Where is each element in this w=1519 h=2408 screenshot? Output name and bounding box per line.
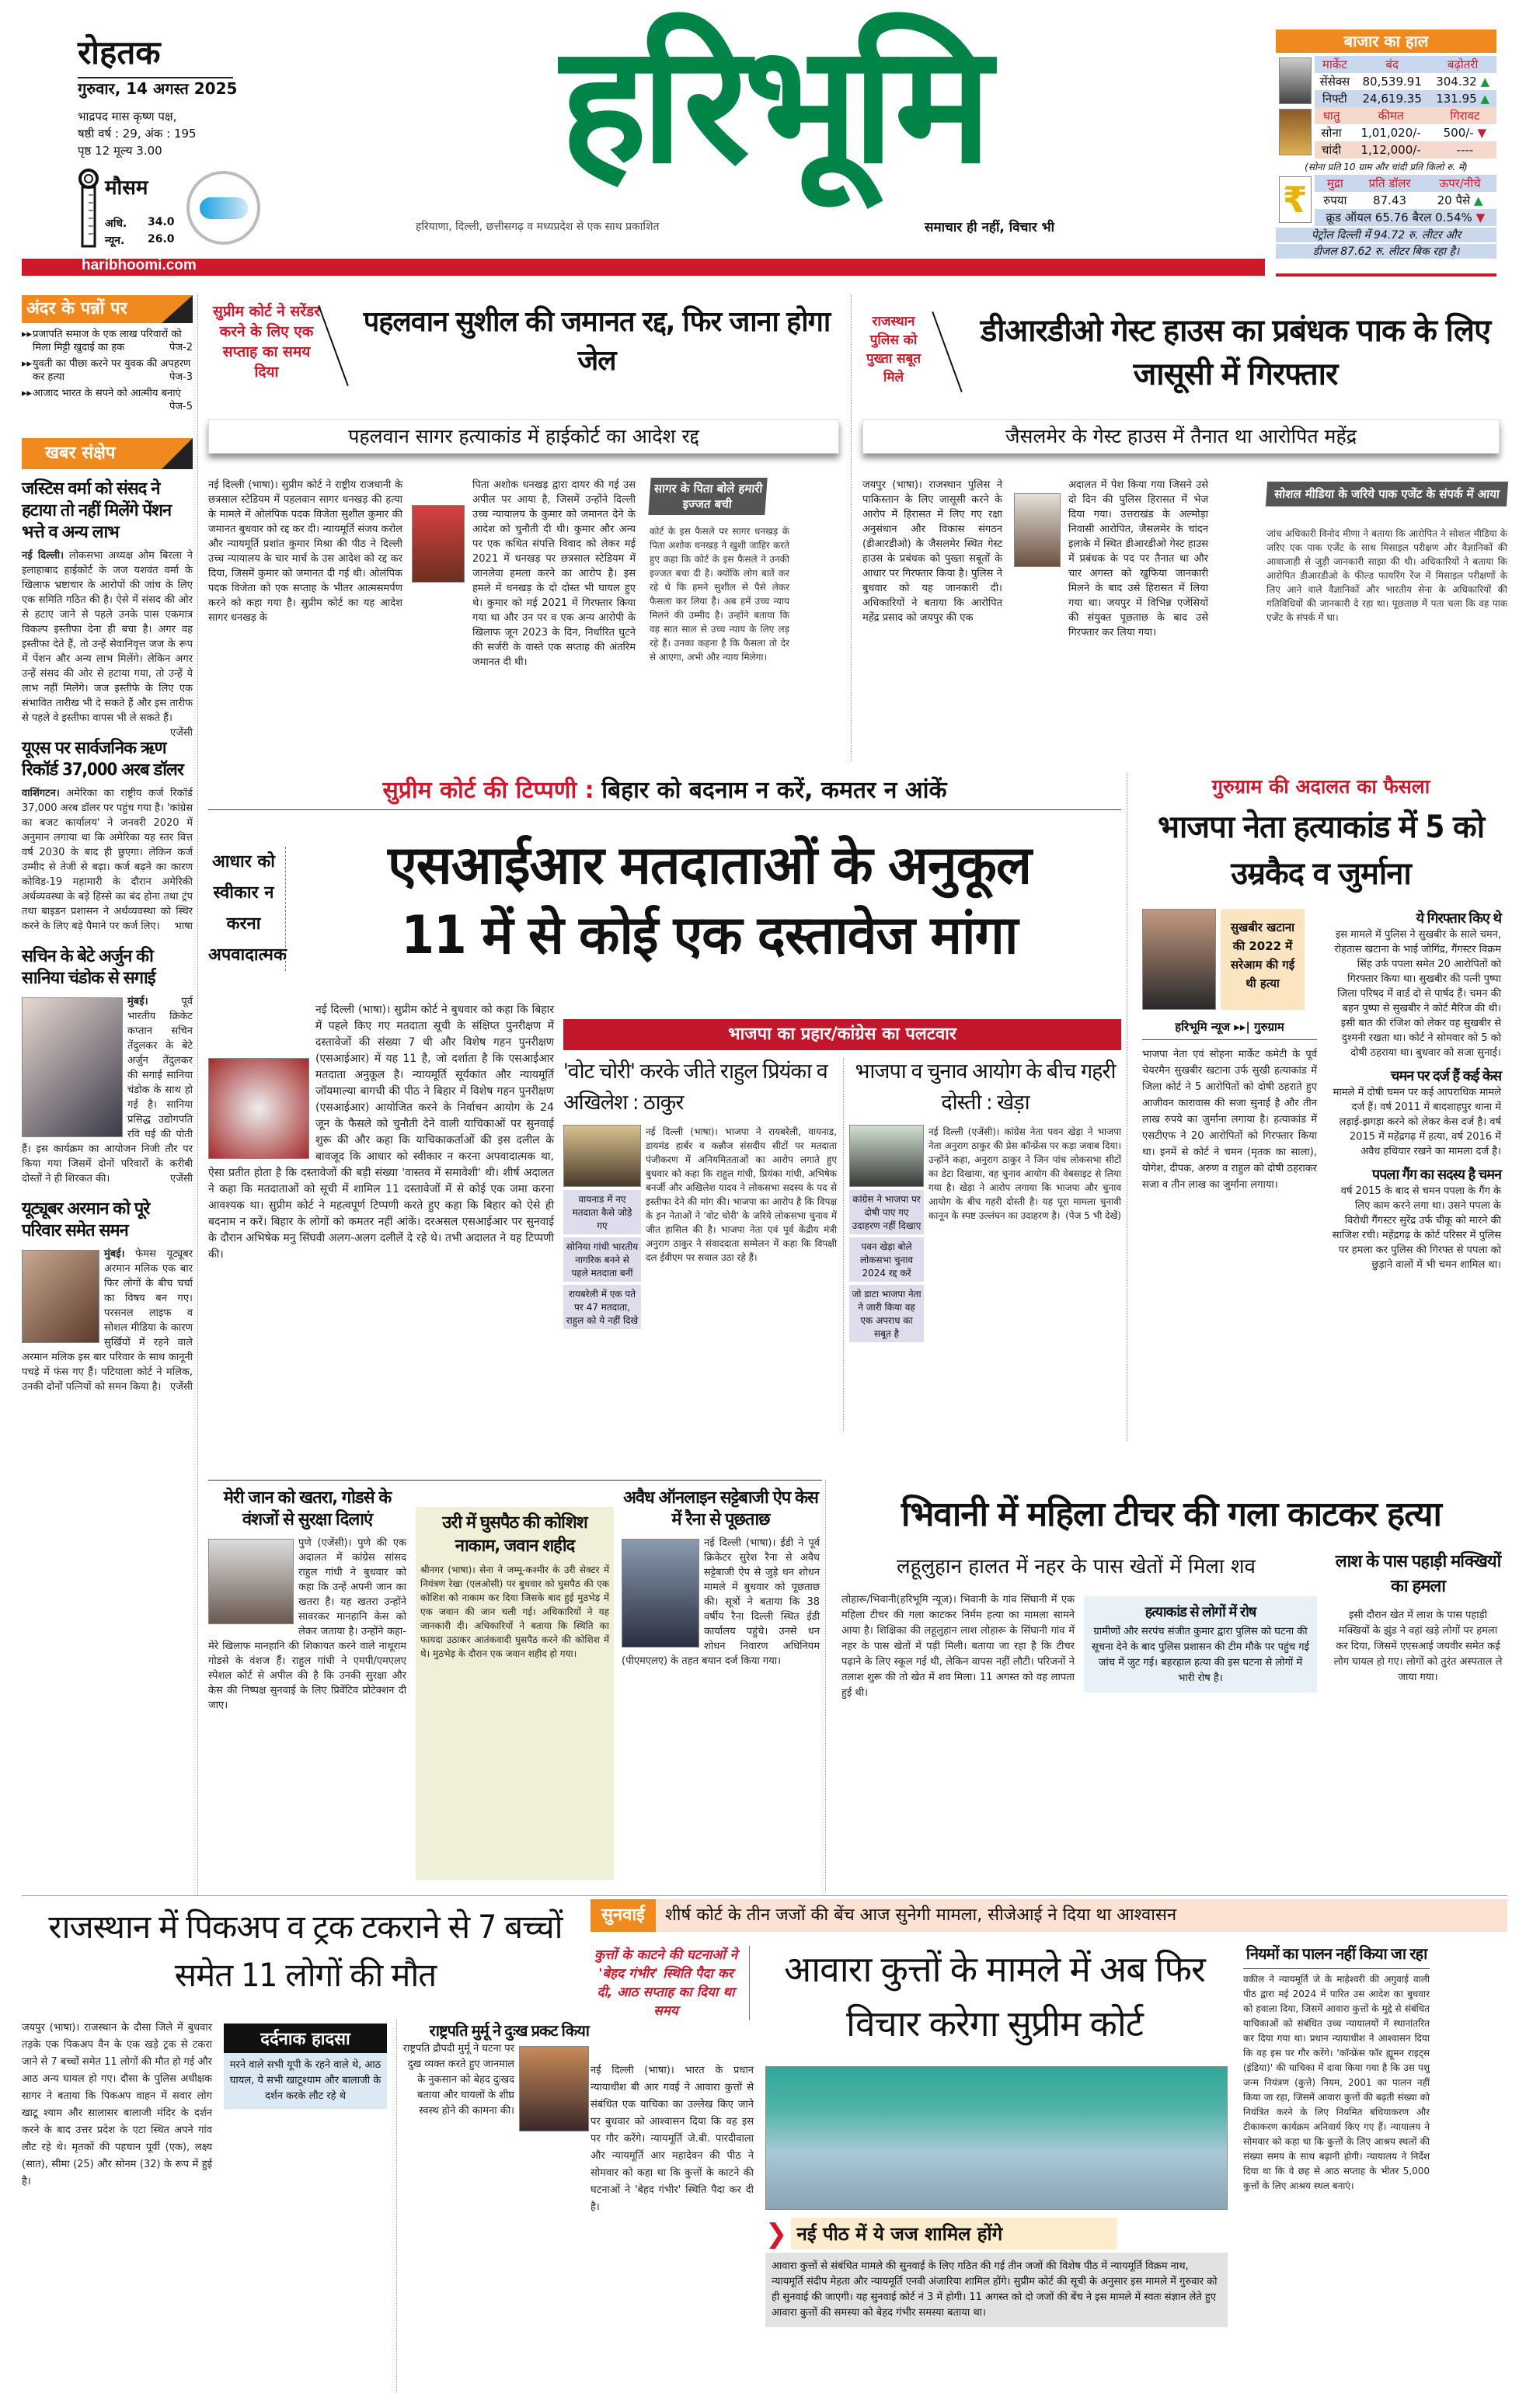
red-bar: [22, 259, 1265, 276]
inside-item[interactable]: ▸▸ आजाद भारत के सपने को आत्मीय बनाएं पेज-5: [22, 388, 193, 412]
col-header: बढ़ोतरी: [1447, 57, 1479, 71]
edition-line: हरियाणा, दिल्ली, छत्तीसगढ़ व मध्यप्रदेश से एक साथ प्रकाशित: [416, 221, 660, 233]
rahul-gandhi-photo: [208, 1539, 294, 1624]
up-arrow-icon: ▲: [1480, 92, 1490, 106]
box-body: आवारा कुत्तों से संबंधित मामले की सुनवाई के लिए गठित की गई तीन जजों की विशेष पीठ में न्यायमूर्ति विक्रम नाथ, न्यायमूर्ति संदीप मेहता और न्यायमूर्ति एनवी अंजारिया शामिल होंगे। सुप्रीम कोर्ट की सूची के अनुसार इस मामले में गुरुवार को ही सुनवाई की जाएगी। यह सुनवाई कोर्ट नं 3 में होगी। 11 अगस्त को दो जजों की बेंच ने इस मामले में स्वतः संज्ञान लेते हुए आवारा कुत्तों की समस्या को बेहद गंभीर समस्या बताया था।: [765, 2253, 1228, 2327]
headline: 'वोट चोरी' करके जीते राहुल प्रियंका व अखिलेश : ठाकुर: [563, 1060, 827, 1115]
subhead: पपला गैंग का सदस्य है चमन: [1371, 1167, 1501, 1183]
headline: भिवानी में महिला टीचर की गला काटकर हत्या: [901, 1495, 1441, 1534]
headline-line1: एसआईआर मतदाताओं के अनुकूल: [388, 835, 1031, 896]
subhead-body: वर्ष 2015 के बाद से चमन पपला के गैंग के लिए काम करने लगा था। उसने पपला के विरोधी गैंगस्टर सुरेंद्र उर्फ चीकू को मारने की साजिश रची। महेंद्रगढ़ के कोर्ट परिसर में पुलिस पर हमला कर पुलिस की गिरफ्त से पपला को छुड़ाने वालों में भी चमन शामिल था।: [1332, 1185, 1501, 1271]
inside-pages-header: अंदर के पन्नों पर: [22, 295, 193, 323]
story-body: पुणे (एजेंसी)। पुणे की एक अदालत में कांग्रेस सांसद राहुल गांधी ने बुधवार को कहा कि उन्हें अपनी जान का खतरा है। यह खतरा उन्होंने सावरकर मानहानि केस को लेकर जताया है। उन्होंने कहा-मेरे खिलाफ मानहानि की शिकायत करने वाले नाथूराम गोडसे के वंशज हैं। राहुल गांधी ने एमपी/एमएलए स्पेशल कोर्ट से अपील की है कि उनकी सुरक्षा और केस की निष्पक्ष सुनवाई के लिए प्रिवेंटिव प्रोटेक्शन दी जाए।: [208, 1537, 406, 1711]
deck: पहलवान सागर हत्याकांड में हाईकोर्ट का आदेश रद्द: [208, 419, 839, 454]
side-body: वकील ने न्यायमूर्ति जे के माहेश्वरी की अगुवाई वाली पीठ द्वारा मई 2024 में पारित उस आदेश का बुधवार को हवाला दिया, जिसमें आवारा कुत्तों के मुद्दे से संबंधित याचिकाओं को संबंधित उच्च न्यायालयों में स्थानांतरित कर दिया गया था। प्रधान न्यायाधीश ने आश्वासन दिया कि वह इस पर गौर करेंगे। 'कॉन्फ्रेंस फॉर ह्यूमन राइट्स (इंडिया)' की याचिका में दावा किया गया है कि उस पशु जन्म नियंत्रण (कुत्ते) नियम, 2001 का पालन नहीं किया जा रहा, जिसमें आवारा कुत्तों की बढ़ती संख्या को नियंत्रित करने के लिए नियमित बधियाकरण और टीकाकरण कार्यक्रम अनिवार्य किए गए हैं। न्यायालय ने सोमवार को कहा था कि कुत्तों के लिए आश्रय स्थलों की संख्या समय के साथ बढ़ानी होगी। न्यायालय ने निर्देश दिया था कि वे छह से आठ सप्ताह के भीतर 5,000 कुत्तों के लिए आश्रय स्थल बनाएं।: [1243, 1974, 1430, 2191]
kicker: गुरुग्राम की अदालत का फैसला: [1211, 775, 1430, 798]
story-body: लोहारू/भिवानी(हरिभूमि न्यूज)। भिवानी के गांव सिंघानी में एक महिला टीचर की गला काटकर निर्मम हत्या का मामला सामने आया है। शिक्षिका की लहूलुहान लाश लोहारू के सिंघानी गांव में नहर के पास खेतों में पड़ी मिली। बताया जा रहा है कि टीचर पढ़ाने के लिए स्कूल गई थी, लेकिन वापस नहीं लौटी। परिजनों ने तलाश शुरू की तो खेत में शव मिला। 11 अगस्त को वह लापता हुई थी।: [841, 1594, 1075, 1699]
petrol-price: पेट्रोल दिल्ली में 94.72 रु. लीटर और: [1276, 228, 1496, 242]
brief-story: जस्टिस वर्मा को संसद ने हटाया तो नहीं मिलेंगे पेंशन भत्ते व अन्य लाभ नई दिल्ली। लोकसभा अध्यक्ष ओम बिरला ने इलाहाबाद हाईकोर्ट के जज यशवंत वर्मा के खिलाफ भ्रष्टाचार के आरोपों की जांच के लिए एक समिति गठित की है। ऐसे में संसद की ओर से हटाए जाने से पहले उनके पास एकमात्र विकल्प इस्तीफा देना ही बचा है। अगर वह इस्तीफा देते हैं, तो उन्हें सेवानिवृत्त जज के रूप में पेंशन और अन्य लाभ मिलेंगे। लेकिन अगर उन्हें संसद की ओर से हटाया गया, तो उन्हें ये लाभ नहीं मिलेंगे। जज इस्तीफे के लिए एक संभावित तारीख भी दे सकते हैं और इस तारीफ से पहले वे इस्तीफा वापस भी ले सकते हैं। एजेंसी: [22, 479, 193, 739]
up-arrow-icon: ▲: [1480, 75, 1490, 89]
metal-price: 1,12,000/-: [1360, 143, 1421, 157]
side-body: इसी दौरान खेत में लाश के पास पहाड़ी मक्खियों के झुंड ने वहां खड़े लोगों पर हमला कर दिया, जिसमें एएसआई जयवीर समेत कई लोग घायल हो गए। लोगों को तुरंत अस्पताल ले जाया गया।: [1333, 1609, 1503, 1683]
thermometer-icon: [78, 168, 99, 249]
brief-headline: जस्टिस वर्मा को संसद ने हटाया तो नहीं मिलेंगे पेंशन भत्ते व अन्य लाभ: [22, 479, 172, 542]
metal-note: (सोना प्रति 10 ग्राम और चांदी प्रति किलो रु. में): [1305, 162, 1468, 172]
left-column: [22, 295, 193, 1895]
double-arrow-icon: ▸▸: [22, 388, 33, 399]
president-photo: [519, 2046, 589, 2131]
metal-change: 500/- ▼: [1443, 126, 1487, 140]
box-body: ग्रामीणों और सरपंच संजीत कुमार द्वारा पुलिस को घटना की सूचना देने के बाद पुलिस प्रशासन की टीम मौके पर पहुंच गई जांच में जुट गई। बहरहाल हत्या की इस घटना से लोगों में भारी रोष है।: [1092, 1626, 1309, 1684]
arrow-icon: [932, 311, 963, 392]
box-title: हत्याकांड से लोगों में रोष: [1144, 1604, 1256, 1620]
col-header: कीमत: [1378, 109, 1404, 123]
story-body: नई दिल्ली (भाषा)। भारत के प्रधान न्यायाधीश बी आर गवई ने आवारा कुत्तों से संबंधित एक याचिका का उल्लेख किए जाने पर बुधवार को आश्वासन दिया कि वह इस पर गौर करेंगे। न्यायमूर्ति जे.बी. पारदीवाला और न्यायमूर्ति आर महादेवन की पीठ ने सोमवार को कहा था कि कुत्तों के काटने की घटनाओं ने 'बेहद गंभीर' स्थिति पैदा कर दी है।: [591, 2065, 754, 2213]
col-header: प्रति डॉलर: [1368, 176, 1411, 190]
president-reaction: [402, 2020, 589, 2135]
cloud-icon: [186, 171, 260, 245]
story-body: नई दिल्ली (भाषा)। सुप्रीम कोर्ट ने बुधवार को कहा कि बिहार में पहले किए गए मतदाता सूची के संक्षिप्त पुनरीक्षण में दस्तावेजों की संख्या 7 थी और विशेष गहन पुनरीक्षण (एसआईआर) में यह 11 है, जो दर्शाता है कि एसआईआर मतदाता अनुकूल है। न्यायमूर्ति सूर्यकांत और न्यायमूर्ति जॉयमाल्या बागची की पीठ ने बिहार में विशेष गहन पुनरीक्षण (एसआईआर) आयोजित करने के निर्वाचन आयोग के 24 जून के फैसले को चुनौती देने वाली याचिकाओं पर सुनवाई शुरू की और कहा कि याचिकाकर्ताओं की इस दलील के बावजूद कि आधार को स्वीकार न करना अपवादात्मक था, ऐसा प्रतीत होता है कि दस्तावेजों की बड़ी संख्या 'वास्तव में समावेशी' थी। शीर्ष अदालत ने कहा कि मतदाताओं को सूची में शामिल 11 दस्तावेजों में से कोई एक जमा करना आवश्यक था। सुप्रीम कोर्ट ने महत्वपूर्ण टिप्पणी करते हुए कहा कि बिहार को ऐसे ही बदनाम न करें। बिहार के लोगों को कमतर नहीं आंकें। दरअसल एसआईआर पर सुनवाई के दौरान अभिषेक मनु सिंघवी अलग-अलग दलीलें दे रहे थे। तभी अदालत ने यह टिप्पणी की।: [208, 1004, 554, 1261]
stock-name: सेंसेक्स: [1319, 75, 1350, 89]
story-body: श्रीनगर (भाषा)। सेना ने जम्मू-कश्मीर के उरी सेक्टर में नियंत्रण रेखा (एलओसी) पर बुधवार को घुसपैठ की एक कोशिश को नाकाम कर दिया जिसके बाद हुई मुठभेड़ में एक जवान की जान चली गई। अधिकारियों ने यह जानकारी दी। अधिकारियों ने बताया कि स्थिति का फायदा उठाकर आतंकवादी घुसपैठ करने की कोशिश में थे। मुठभेड़ के दौरान एक जवान शहीद हो गया।: [420, 1564, 609, 1659]
stock-change: 131.95 ▲: [1436, 92, 1490, 106]
headline: मेरी जान को खतरा, गोडसे के वंशजों से सुरक्षा दिलाएं: [223, 1488, 392, 1529]
currency-rate: 87.43: [1373, 193, 1407, 207]
pages-price: पृष्ठ 12 मूल्य 3.00: [78, 144, 162, 158]
story-body: नई दिल्ली (एजेंसी)। कांग्रेस नेता पवन खेड़ा ने भाजपा नेता अनुराग ठाकुर की प्रेस कॉन्फ्रेंस पर कड़ा जवाब दिया। उन्होंने कहा, अनुराग ठाकुर ने जिन पांच लोकसभा सीटों का डेटा दिखाया, वह चुनाव आयोग की वेबसाइट से लिया गया है। खेड़ा ने आरोप लगाया कि भाजपा और चुनाव आयोग के बीच गहरी दोस्ती है। यह पूरा मामला चुनावी कानून के स्पष्ट उल्लंघन का उदाहरण है। (पेज 5 भी देखें): [928, 1126, 1121, 1221]
weather-label: मौसम: [105, 176, 148, 200]
column-divider: [197, 295, 198, 1895]
down-arrow-icon: ▼: [1477, 126, 1487, 140]
edition-city: रोहतक: [78, 30, 233, 78]
side-body: जांच अधिकारी विनोद मीणा ने बताया कि आरोपित ने सोशल मीडिया के जरिए एक पाक एजेंट के साथ मिसाइल परीक्षण और वैज्ञानिकों की आवाजाही से जुड़ी जानकारी साझा की थी। अधिकारियों ने बताया कि आरोपित डीआरडीओ के फील्ड फायरिंग रेंज में मिसाइल परीक्षणों के लिए आने वाले वैज्ञानिकों और भारतीय सेना के अधिकारियों की गतिविधियों की जानकारी दे रहा था। पूछताछ में पता चला कि वह पाक एजेंट के संपर्क में था।: [1266, 528, 1507, 623]
rahul-story: [208, 1488, 406, 1891]
story-body: जयपुर (भाषा)। राजस्थान पुलिस ने पाकिस्तान के लिए जासूसी करने के आरोप में हिरासत में लिए गए रक्षा अनुसंधान और विकास संगठन (डीआरडीओ) के जैसलमेर स्थित गेस्ट हाउस के प्रबंधक को पुख्ता सबूतों के आधार पर गिरफ्तार किया है। पुलिस ने बुधवार को यह जानकारी दी। अधिकारियों ने बताया कि आरोपित महेंद्र प्रसाद को जयपुर की एक: [862, 479, 1002, 624]
col-header: बंद: [1385, 57, 1399, 71]
stock-close: 80,539.91: [1362, 75, 1422, 89]
caption: वायनाड में नए मतदाता कैसे जोड़े गए: [563, 1190, 641, 1234]
side-headline: लाश के पास पहाड़ी मक्खियों का हमला: [1335, 1552, 1501, 1596]
section-tag: सुनवाई: [591, 1899, 656, 1932]
story-body: भाजपा नेता एवं सोहना मार्केट कमेटी के पूर्व चेयरमैन सुखबीर खटाना उर्फ सुखी हत्याकांड में जिला कोर्ट ने 5 आरोपितों को दोषी ठहराते हुए आजीवन कारावास की सजा सुनाई है और तीन लाख रुपये का जुर्माना लगाया है। हत्याकांड में एसटीएफ ने 20 आरोपितों को गिरफ्तार किया था। इनमें से कोर्ट ने चमन (मृतक का साला), योगेश, दीपक, अरुण व राहुल को दोषी ठहराकर सजा व तीन लाख का जुर्माना लगाया।: [1142, 1049, 1317, 1191]
rupee-icon: ₹: [1279, 176, 1312, 223]
lead-story-drdo: [862, 295, 1507, 761]
caption: रायबरेली में एक पते पर 47 मतदाता, राहुल को ये नहीं दिखे: [563, 1285, 641, 1329]
rajasthan-accident-story: [22, 1903, 589, 2400]
currency-table: [1315, 175, 1496, 226]
website-link[interactable]: haribhoomi.com: [82, 257, 197, 273]
max-temp-label: अधि.: [105, 217, 127, 230]
issue-number: षष्ठी वर्ष : 29, अंक : 195: [78, 127, 197, 141]
brief-story: यूट्यूबर अरमान को पूरे परिवार समेत समन मुंबई। फेमस यूट्यूबर अरमान मलिक एक बार फिर लोगों के बीच चर्चा का विषय बन गए। परसनल लाइफ व सोशल मीडिया के कारण सुर्खियों में रहने वाले अरमान मलिक इस बार परिवार के साथ कानूनी पचड़े में फंस गए हैं। पटियाला कोर्ट ने मलिक, उनकी दोनों पत्नियों को समन किया है। एजेंसी: [22, 1199, 193, 1393]
caption: कांग्रेस ने भाजपा पर दोषी पाए गए उदाहरण नहीं दिखाए: [849, 1190, 924, 1234]
deck: लहूलुहान हालत में नहर के पास खेतों में मिला शव: [896, 1555, 1256, 1578]
min-temp-value: 26.0: [148, 233, 175, 245]
side-tag: सोशल मीडिया के जरिये पाक एजेंट के संपर्क में आया: [1266, 482, 1508, 506]
subhead-body: इस मामले में पुलिस ने सुखबीर के साले चमन, रोहतास खटाना के भाई जोगिंद्र, गैंगस्टर विक्रम सिंह उर्फ पपला समेत 20 आरोपितों को गिरफ्तार किया था। सुखबीर की पत्नी पुष्पा जिला परिषद में वार्ड दो से पार्षद हैं। चमन की बहन पुष्पा से सुखबीर ने कोर्ट मैरिज की थी। इसी बात की रंजिश को लेकर वह सुखबीर से दुश्मनी रखता था। कोर्ट ने सोमवार को 5 को दोषी ठहराया था। बुधवार को सजा सुनाई।: [1334, 929, 1501, 1059]
bse-building-image: [1279, 57, 1312, 104]
market-box: [1276, 30, 1496, 277]
masthead: [0, 0, 1519, 280]
headline: भाजपा नेता हत्याकांड में 5 को उम्रकैद व जुर्माना: [1157, 809, 1485, 892]
box-body: मरने वाले सभी यूपी के रहने वाले थे, आठ घायल, ये सभी खाटूश्याम और बालाजी के दर्शन करके लौट रहे थे: [229, 2059, 381, 2102]
column-divider: [825, 1480, 826, 1891]
issue-date: गुरुवार, 14 अगस्त 2025: [78, 79, 238, 98]
stock-name: निफ्टी: [1322, 92, 1347, 106]
uri-story: [416, 1507, 614, 1880]
subhead-body: मामले में दोषी चमन पर कई आपराधिक मामले दर्ज हैं। वर्ष 2011 में बादशाहपुर थाना में लड़ाई-झगड़ा करने को लेकर केस दर्ज है। वर्ष 2015 में महेंद्रगढ़ में हत्या, वर्ष 2016 में अवैध हथियार रखने का मामला दर्ज है।: [1333, 1087, 1501, 1157]
anurag-thakur-photo: [563, 1125, 641, 1187]
headline: आवारा कुत्तों के मामले में अब फिर विचार करेगा सुप्रीम कोर्ट: [784, 1948, 1205, 2044]
gurugram-story: [1134, 773, 1507, 1441]
gold-jewellery-image: [1279, 109, 1312, 155]
side-body: राष्ट्रपति द्रौपदी मुर्मू ने घटना पर दुख व्यक्त करते हुए जानमाल के नुकसान को बेहद दुःखद बताया और घायलों के शीघ्र स्वस्थ होने की कामना की।: [402, 2043, 514, 2117]
up-arrow-icon: ▲: [1473, 193, 1483, 207]
story-body: नई दिल्ली (भाषा)। सुप्रीम कोर्ट ने राष्ट्रीय राजधानी के छत्रसाल स्टेडियम में पहलवान सागर धनखड़ की हत्या के मामले में ओलंपिक पदक विजेता सुशील कुमार की जमानत बुधवार को रद्द कर दी। न्यायमूर्ति संजय करोल और न्यायमूर्ति प्रशांत कुमार मिश्रा की पीठ ने दिल्ली उच्च न्यायालय के चार मार्च के उस आदेश को रद्द कर दिया, जिसमें कुमार को जमानत दी गई थी। ओलंपिक पदक विजेता को एक सप्ताह के भीतर आत्मसमर्पण करने को कहा गया है। सुप्रीम कोर्ट का यह आदेश सागर धनखड़ के: [208, 479, 402, 624]
kicker: सुप्रीम कोर्ट ने सरेंडर करने के लिए एक सप्ताह का समय दिया: [213, 303, 320, 381]
metal-name: सोना: [1321, 126, 1342, 140]
metals-table: [1315, 107, 1496, 158]
box-title: दर्दनाक हादसा: [224, 2023, 387, 2053]
tragedy-box: [224, 2023, 387, 2109]
col-header: मुद्रा: [1326, 176, 1343, 190]
sushil-photo: [412, 505, 465, 583]
min-temp-label: न्यून.: [105, 235, 125, 247]
supreme-court-photo: [208, 1058, 309, 1159]
section-divider: [22, 1895, 1507, 1896]
brief-story: यूएस पर सार्वजनिक ऋण रिकॉर्ड 37,000 अरब डॉलर वाशिंगटन। अमेरिका का राष्ट्रीय कर्ज रिकॉर्ड 37,000 अरब डॉलर पर पहुंच गया है। 'कांग्रेस का बजट कार्यालय' ने जनवरी 2020 में अनुमान लगाया था कि अमेरिका यह स्तर वित्त वर्ष 2030 के बाद ही छुएगा। लेकिन कर्ज उम्मीद से तेजी से बढ़ा। कर्ज बढ़ने का कारण कोविड-19 महामारी के दौरान अमेरिकी अर्थव्यवस्था के बड़े हिस्से का बंद होना तथा ट्रंप तथा बाइडन प्रशासन ने अर्थव्यवस्था को स्थिर करने के लिए बड़े पैमाने पर कर्ज लिए। भाषा: [22, 739, 193, 932]
accused-photo: [1014, 493, 1061, 567]
stray-dogs-story: [591, 1899, 1507, 2404]
market-title: बाजार का हाल: [1276, 30, 1496, 53]
brief-headline: यूएस पर सार्वजनिक ऋण रिकॉर्ड 37,000 अरब डॉलर: [22, 739, 183, 780]
sc-comment-label: सुप्रीम कोर्ट की टिप्पणी :: [382, 777, 594, 804]
story-body-cont: पिता अशोक धनखड़ द्वारा दायर की गई उस अपील पर आया है, जिसमें उन्होंने दिल्ली उच्च न्यायालय के कुमार को जमानत देने के आदेश को चुनौती दी थी। कुमार और अन्य पर एक कथित संपत्ति विवाद को लेकर मई 2021 में धनखड़ पर छत्रसाल स्टेडियम में जानलेवा हमला करने का आरोप है। इस हमले में धनखड़ के दो दोस्त भी घायल हुए थे। कुमार को मई 2021 में गिरफ्तार किया गया था और उन पर व एक अन्य आरोपी के खिलाफ जून 2023 के दिन, निर्धारित घुटने की सर्जरी के वास्ते एक सप्ताह की अंतरिम जमानत दी थी।: [472, 479, 636, 668]
story-body: नई दिल्ली (भाषा)। ईडी ने पूर्व क्रिकेटर सुरेश रैना से अवैध सट्टेबाजी ऐप से जुड़े धन शोधन मामले में बुधवार को पूछताछ की। सूत्रों ने बताया कि 38 वर्षीय रैना दिल्ली स्थित ईडी कार्यालय पहुंचे। उनसे धन शोधन निवारण अधिनियम (पीएमएलए) के तहत बयान दर्ज किया गया।: [622, 1537, 820, 1667]
byline: हरिभूमि न्यूज ▸▸| गुरुग्राम: [1142, 1019, 1317, 1040]
subhead: ये गिरफ्तार किए थे: [1416, 910, 1501, 927]
stock-close: 24,619.35: [1362, 92, 1422, 106]
inside-item[interactable]: ▸▸ युवती का पीछा करने पर युवक की अपहरण कर हत्या पेज-3: [22, 358, 193, 383]
lead-story-sushil: [208, 295, 845, 761]
column-divider: [843, 1058, 844, 1431]
headline-line2: 11 में से कोई एक दस्तावेज मांगा: [401, 905, 1018, 966]
box-title: नई पीठ में ये जज शामिल होंगे: [791, 2218, 1117, 2250]
section-divider: [208, 1480, 822, 1481]
headline: उरी में घुसपैठ की कोशिश नाकाम, जवान शहीद: [442, 1513, 587, 1556]
congress-story: [849, 1056, 1121, 1342]
panchang: भाद्रपद मास कृष्ण पक्ष,: [78, 110, 177, 124]
caption: पवन खेड़ा बोले लोकसभा चुनाव 2024 रद्द करें: [849, 1237, 924, 1282]
story-body-cont: अदालत में पेश किया गया जिसने उसे दो दिन की पुलिस हिरासत में भेज दिया गया। उत्तराखंड के अल्मोड़ा निवासी आरोपित, जैसलमेर के चांदन इलाके में स्थित डीआरडीओ गेस्ट हाउस में प्रबंधक के पद पर तैनात था और चार अगस्त को खुफिया जानकारी मिलने के बाद उसे हिरासत में लिया गया था। जयपुर में विभिन्न एजेंसियों की संयुक्त पूछताछ के बाद उसे गिरफ्तार कर लिया गया।: [1068, 479, 1208, 639]
caption: जो डाटा भाजपा नेता ने जारी किया वह एक अपराध का सबूत है: [849, 1285, 924, 1342]
inside-pages-list: [22, 328, 193, 413]
bjp-story: [563, 1056, 837, 1329]
max-temp-value: 34.0: [148, 216, 175, 228]
brief-headline: यूट्यूबर अरमान को पूरे परिवार समेत समन: [22, 1199, 150, 1241]
subhead: चमन पर दर्ज हैं कई केस: [1390, 1068, 1501, 1084]
brief-story: सचिन के बेटे अर्जुन की सानिया चंडोक से सगाई मुंबई। पूर्व भारतीय क्रिकेट कप्तान सचिन तेंदुलकर के बेटे अर्जुन तेंदुलकर की सगाई सानिया चंडोक के साथ हो गई है। सानिया प्रसिद्ध उद्योगपति रवि घई की पोती हैं। इस कार्यक्रम का आयोजन निजी तौर पर किया गया जिसमें दोनों परिवारों के करीबी दोस्तों ने ही शिरकत की। एजेंसी: [22, 947, 193, 1185]
col-header: मार्केट: [1322, 57, 1347, 71]
arjun-sania-photo: [22, 997, 123, 1137]
side-headline: नियमों का पालन नहीं किया जा रहा: [1243, 1942, 1430, 1969]
news-brief-header: खबर संक्षेप: [22, 438, 193, 469]
photo-caption: सुखबीर खटाना की 2022 में सरेआम की गई थी हत्या: [1221, 909, 1305, 1010]
headline: अवैध ऑनलाइन सट्टेबाजी ऐप केस में रैना से पूछताछ: [623, 1488, 818, 1529]
brief-headline: सचिन के बेटे अर्जुन की सानिया चंडोक से सगाई: [22, 947, 155, 988]
col-header: ऊपर/नीचे: [1439, 176, 1481, 190]
rules-sidebar: [1243, 1942, 1430, 2194]
double-arrow-icon: ▸▸: [22, 329, 33, 340]
metal-name: चांदी: [1321, 143, 1342, 157]
double-arrow-icon: ▸▸: [22, 358, 33, 370]
side-body: कोर्ट के इस फैसले पर सागर धनखड़ के पिता अशोक धनखड़ ने खुशी जाहिर करते हुए कहा कि कोर्ट के इस फैसले ने उनकी इज्जत बचा दी है। क्योंकि लोग बातें कर रहे थे कि हमने सुशील से पैसे लेकर फैसला कर लिया है। अब हमें उच्च न्याय मिलने की उम्मीद है। उन्होंने बताया कि वह सात साल से उच्च न्याय के लिए लड़ रहे हैं। उनका कहना है कि फैसला तो देर से आएगा, अभी और न्याय मिलेगा।: [650, 526, 789, 663]
col-header: धातु: [1322, 109, 1340, 123]
metal-change: ----: [1456, 143, 1474, 157]
story-body: नई दिल्ली (भाषा)। भाजपा ने रायबरेली, वायनाड, डायमंड हार्बर व कन्नौज संसदीय सीटों पर मतदाता पंजीकरण में अनियमितताओं का आरोप लगाते हुए बुधवार को कहा कि राहुल गांधी, प्रियंका गांधी, अभिषेक बनर्जी और अखिलेश यादव ने लोकसभा सदस्य के पद से इस्तीफा देने की मांग की। भाजपा का आरोप है कि विपक्ष के इन नेताओं ने 'वोट चोरी' के जरिये लोकसभा चुनाव में जीत हासिल की है। भाजपा नेता एवं पूर्व केंद्रीय मंत्री अनुराग ठाकुर ने संवाददाता सम्मेलन में कहा कि विपक्षी दल ईवीएम पर सवाल उठा रहे हैं।: [646, 1126, 837, 1263]
stray-dogs-photo: [765, 2066, 1228, 2210]
down-arrow-icon: ▼: [1475, 211, 1486, 224]
stocks-table: [1315, 56, 1496, 107]
bhiwani-story: [835, 1488, 1507, 1891]
sc-comment-strip: [208, 773, 1121, 810]
pawan-khera-photo: [849, 1125, 924, 1187]
kicker: आधार को स्वीकार न करना अपवादात्मक: [208, 847, 286, 971]
new-bench-box: [765, 2218, 1228, 2327]
tagline: समाचार ही नहीं, विचार भी: [925, 220, 1054, 235]
outrage-box: [1084, 1596, 1317, 1693]
headline: डीआरडीओ गेस्ट हाउस का प्रबंधक पाक के लिए जासूसी में गिरफ्तार: [980, 313, 1491, 392]
stock-change: 304.32 ▲: [1436, 75, 1490, 89]
strap-line: शीर्ष कोर्ट के तीन जजों की बेंच आज सुनेगी मामला, सीजेआई ने दिया था आश्वासन: [656, 1899, 1507, 1932]
deck: जैसलमेर के गेस्ट हाउस में तैनात था आरोपित महेंद्र: [862, 419, 1500, 454]
chevron-icon: ❯: [765, 2218, 788, 2250]
kicker: कुत्तों के काटने की घटनाओं ने 'बेहद गंभीर' स्थिति पैदा कर दी, आठ सप्ताह का दिया था समय: [591, 1946, 750, 2020]
section-banner: भाजपा का प्रहार/कांग्रेस का पलटवार: [563, 1019, 1121, 1050]
kicker: राजस्थान पुलिस को पुख्ता सबूत मिले: [866, 314, 922, 385]
col-header: गिरावट: [1450, 109, 1480, 123]
bjp-congress-section: [563, 1019, 1121, 1439]
diesel-price: डीजल 87.62 रु. लीटर बिक रहा है।: [1276, 244, 1496, 259]
sukhbir-photo: [1142, 909, 1216, 1010]
armaan-family-photo: [22, 1250, 99, 1343]
side-headline: राष्ट्रपति मुर्मू ने दुःख प्रकट किया: [429, 2021, 589, 2040]
metal-price: 1,01,020/-: [1360, 126, 1421, 140]
see-more-link[interactable]: (पेज 5 भी देखें): [1065, 1210, 1121, 1221]
story-body: जयपुर (भाषा)। राजस्थान के दौसा जिले में बुधवार तड़के एक पिकअप वैन के एक खड़े ट्रक से टकरा जाने से 7 बच्चों समेत 11 लोगों की मौत हो गई और आठ अन्य घायल हो गए। दौसा के पुलिस अधीक्षक सागर ने बताया कि पिकअप वाहन में सवार लोग खाटू श्याम और सालासर बालाजी मंदिर के दर्शन करने के बाद उत्तर प्रदेश के एटा स्थित अपने गांव लौट रहे थे। मृतकों की पहचान पूर्वी (एक), लक्ष्य (सात), सीमा (25) और सोनम (32) के रूप में हुई है।: [22, 2022, 212, 2187]
suresh-raina-photo: [622, 1539, 699, 1648]
currency-change: 20 पैसे ▲: [1437, 193, 1483, 207]
caption: सोनिया गांधी भारतीय नागरिक बनने से पहले मतदाता बनीं: [563, 1237, 641, 1282]
headline: पहलवान सुशील की जमानत रद्द, फिर जाना होगा जेल: [363, 306, 831, 377]
headline: राजस्थान में पिकअप व ट्रक टकराने से 7 बच्चों समेत 11 लोगों की मौत: [48, 1908, 563, 1994]
inside-item[interactable]: ▸▸ प्रजापति समाज के एक लाख परिवारों को मिला मिट्टी खुदाई का हक पेज-2: [22, 329, 193, 353]
side-tag: सागर के पिता बोले हमारी इज्जत बची: [648, 478, 767, 515]
currency-name: रुपया: [1323, 193, 1347, 207]
crude-oil: क्रूड ऑयल 65.76 बैरल 0.54% ▼: [1326, 211, 1486, 224]
headline: भाजपा व चुनाव आयोग के बीच गहरी दोस्ती : खेड़ा: [855, 1060, 1116, 1115]
logo: हरिभूमि: [560, 9, 986, 200]
column-divider: [396, 2020, 397, 2392]
raina-story: [622, 1488, 820, 1891]
sc-comment-text: बिहार को बदनाम न करें, कमतर न आंकें: [601, 777, 947, 804]
column-divider: [851, 295, 852, 761]
